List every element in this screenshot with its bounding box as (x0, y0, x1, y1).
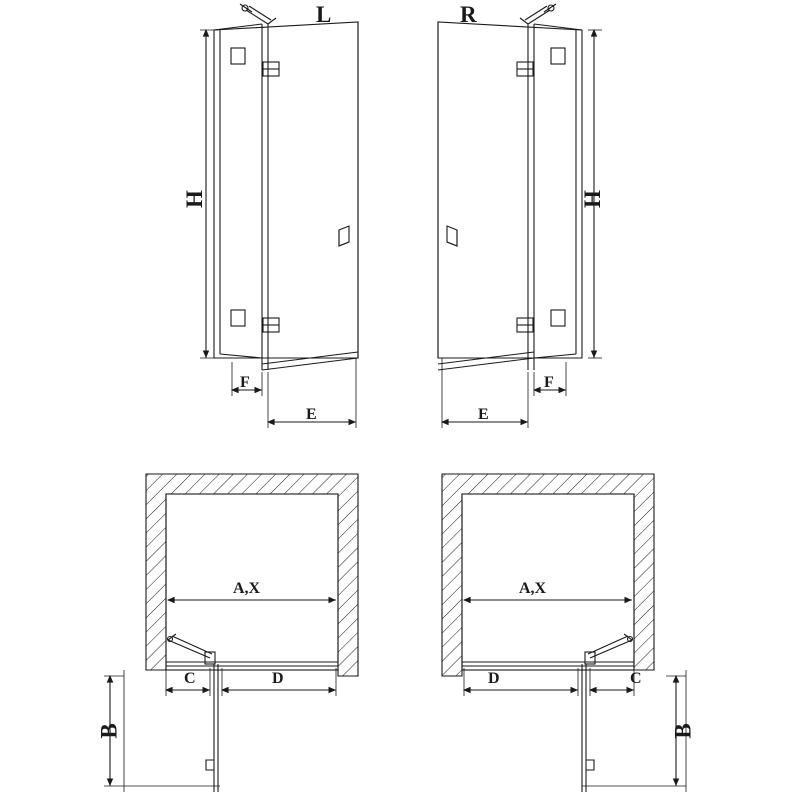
dimension-label-e-right: E (478, 406, 489, 423)
plan-left-view (104, 474, 358, 792)
dimension-label-f-left: F (240, 374, 250, 391)
dimension-label-c-left: C (184, 670, 196, 687)
dimension-label-f-right: F (544, 374, 554, 391)
plan-right-view (442, 474, 686, 792)
dimension-label-d-right: D (488, 670, 500, 687)
dimension-label-ax-left: A,X (233, 580, 261, 597)
dimension-label-height-right: H (579, 190, 605, 208)
view-label-left: L (316, 2, 332, 27)
dimension-label-height-left: H (181, 190, 207, 208)
elevation-right-view (0, 0, 602, 428)
dimension-label-d-left: D (272, 670, 284, 687)
elevation-left-view (200, 4, 358, 428)
dimension-label-b-left: B (96, 723, 122, 739)
dimension-label-c-right: C (630, 670, 642, 687)
view-label-right: R (460, 2, 477, 27)
dimension-label-e-left: E (306, 406, 317, 423)
dimension-label-b-right: B (670, 723, 696, 739)
dimension-label-ax-right: A,X (519, 580, 547, 597)
